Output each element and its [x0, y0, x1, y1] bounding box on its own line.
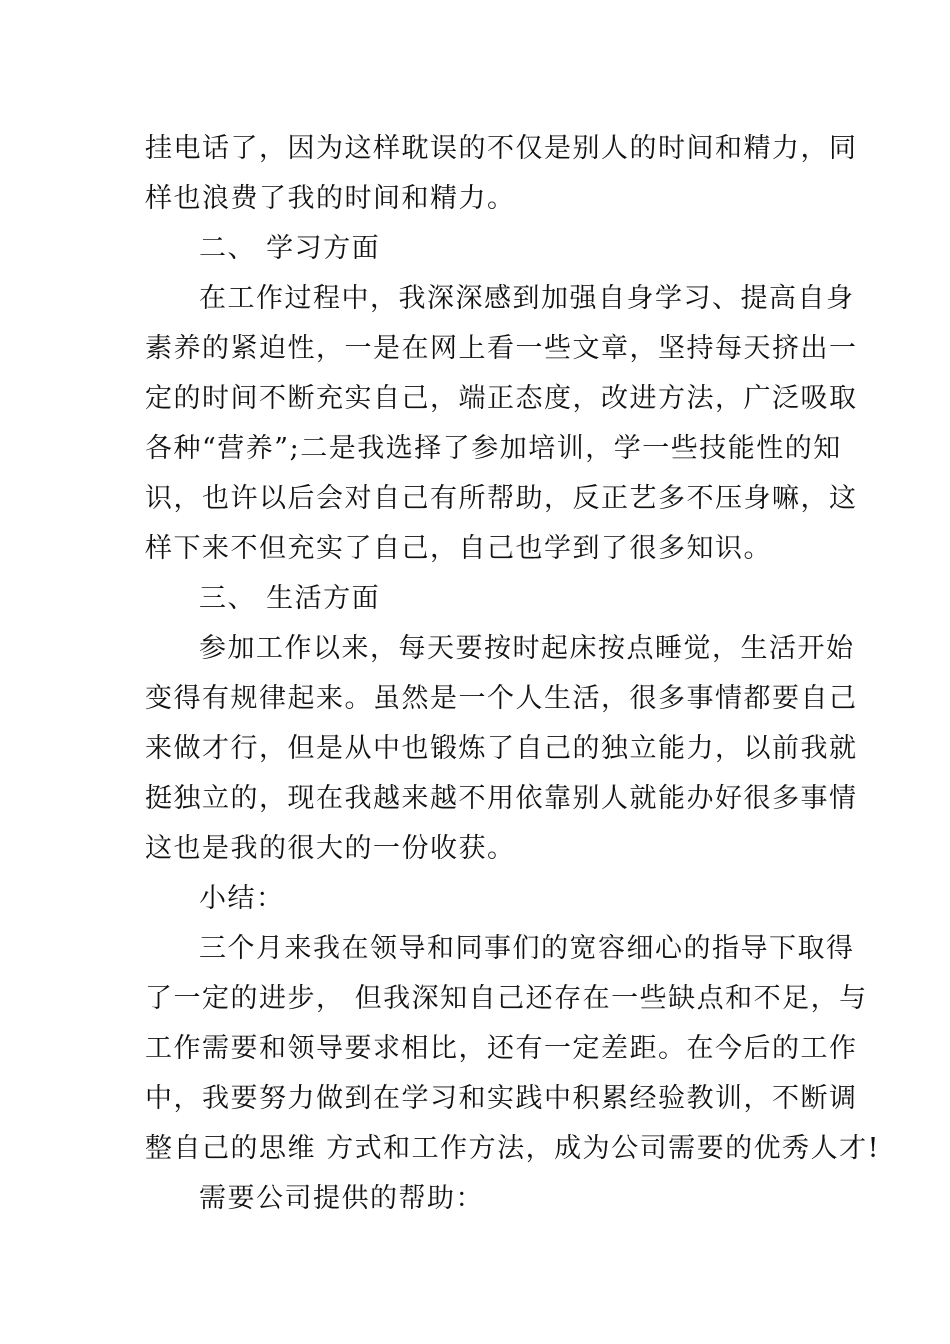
body-line: 来做才行，但是从中也锻炼了自己的独立能力，以前我就	[145, 733, 858, 764]
section-heading-study: 二、 学习方面	[199, 233, 381, 264]
body-line: 在工作过程中，我深深感到加强自身学习、提高自身	[199, 283, 855, 314]
body-line: 各种“营养”;二是我选择了参加培训，学一些技能性的知	[145, 433, 842, 464]
body-line: 工作需要和领导要求相比，还有一定差距。在今后的工作	[145, 1033, 858, 1064]
body-line: 样也浪费了我的时间和精力。	[145, 183, 516, 214]
body-line: 这也是我的很大的一份收获。	[145, 833, 516, 864]
section-heading-life: 三、 生活方面	[199, 583, 381, 614]
summary-heading: 小结：	[199, 883, 285, 914]
body-line: 了一定的进步， 但我深知自己还存在一些缺点和不足，与	[145, 983, 868, 1014]
body-line: 样下来不但充实了自己，自己也学到了很多知识。	[145, 533, 772, 564]
body-line: 识，也许以后会对自己有所帮助，反正艺多不压身嘛，这	[145, 483, 858, 514]
body-line: 素养的紧迫性，一是在网上看一些文章，坚持每天挤出一	[145, 333, 858, 364]
body-line: 三个月来我在领导和同事们的宽容细心的指导下取得	[199, 933, 855, 964]
body-line: 定的时间不断充实自己，端正态度，改进方法，广泛吸取	[145, 383, 858, 414]
document-body	[145, 124, 880, 1224]
body-line: 中，我要努力做到在学习和实践中积累经验教训，不断调	[145, 1083, 858, 1114]
body-line: 参加工作以来，每天要按时起床按点睡觉，生活开始	[199, 633, 855, 664]
body-line: 挺独立的，现在我越来越不用依靠别人就能办好很多事情	[145, 783, 858, 814]
help-needed-heading: 需要公司提供的帮助：	[199, 1183, 484, 1214]
body-line: 整自己的思维 方式和工作方法，成为公司需要的优秀人才!	[145, 1133, 880, 1164]
body-line: 变得有规律起来。虽然是一个人生活，很多事情都要自己	[145, 683, 858, 714]
body-line: 挂电话了，因为这样耽误的不仅是别人的时间和精力，同	[145, 133, 858, 164]
